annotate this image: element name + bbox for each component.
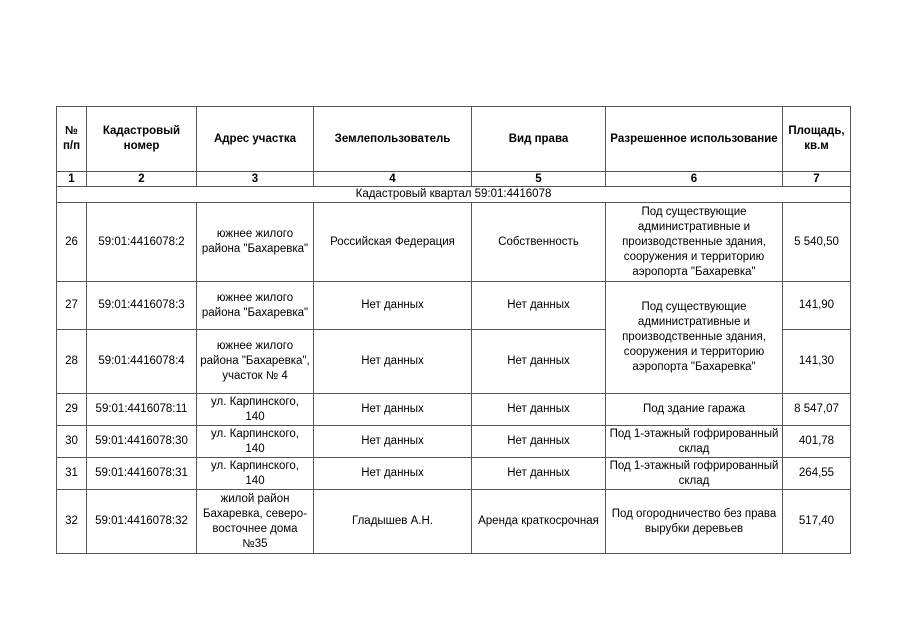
land-user: Нет данных — [314, 458, 472, 490]
area: 141,30 — [783, 330, 851, 394]
land-user: Российская Федерация — [314, 203, 472, 282]
right-type: Собственность — [472, 203, 606, 282]
permitted-use: Под огородничество без права вырубки деревьев — [606, 490, 783, 554]
permitted-use: Под существующие административные и производственные здания, сооружения и территорию аэропорта "Бахаревка" — [606, 282, 783, 394]
column-number: 3 — [197, 172, 314, 187]
header-right-type: Вид права — [472, 107, 606, 172]
row-number: 30 — [57, 426, 87, 458]
table-row — [57, 490, 851, 554]
row-number: 27 — [57, 282, 87, 330]
land-user: Нет данных — [314, 282, 472, 330]
row-number: 32 — [57, 490, 87, 554]
header-permitted-use: Разрешенное использование — [606, 107, 783, 172]
address: южнее жилого района "Бахаревка" — [197, 203, 314, 282]
row-number: 26 — [57, 203, 87, 282]
column-number: 5 — [472, 172, 606, 187]
land-user: Нет данных — [314, 426, 472, 458]
cadastral-number: 59:01:4416078:31 — [87, 458, 197, 490]
row-number: 28 — [57, 330, 87, 394]
permitted-use: Под здание гаража — [606, 394, 783, 426]
address: южнее жилого района "Бахаревка", участок № 4 — [197, 330, 314, 394]
land-user: Гладышев А.Н. — [314, 490, 472, 554]
area: 517,40 — [783, 490, 851, 554]
right-type: Аренда краткосрочная — [472, 490, 606, 554]
header-address: Адрес участка — [197, 107, 314, 172]
address: ул. Карпинского, 140 — [197, 458, 314, 490]
address: ул. Карпинского, 140 — [197, 394, 314, 426]
header-land-user: Землепользователь — [314, 107, 472, 172]
cadastral-number: 59:01:4416078:2 — [87, 203, 197, 282]
land-user: Нет данных — [314, 330, 472, 394]
table-row — [57, 394, 851, 426]
area: 401,78 — [783, 426, 851, 458]
column-number: 6 — [606, 172, 783, 187]
header-number: № п/п — [57, 107, 87, 172]
column-number: 7 — [783, 172, 851, 187]
permitted-use: Под 1-этажный гофрированный склад — [606, 426, 783, 458]
header-row — [57, 107, 851, 172]
column-number: 1 — [57, 172, 87, 187]
cadastral-number: 59:01:4416078:32 — [87, 490, 197, 554]
table-row — [57, 203, 851, 282]
cadastral-number: 59:01:4416078:30 — [87, 426, 197, 458]
cadastral-table — [56, 106, 851, 554]
right-type: Нет данных — [472, 282, 606, 330]
area: 264,55 — [783, 458, 851, 490]
right-type: Нет данных — [472, 426, 606, 458]
header-area: Площадь, кв.м — [783, 107, 851, 172]
area: 141,90 — [783, 282, 851, 330]
permitted-use: Под 1-этажный гофрированный склад — [606, 458, 783, 490]
right-type: Нет данных — [472, 394, 606, 426]
column-number-row — [57, 172, 851, 187]
header-cadastral-number: Кадастровый номер — [87, 107, 197, 172]
quarter-label: Кадастровый квартал 59:01:4416078 — [57, 187, 851, 203]
cadastral-number: 59:01:4416078:11 — [87, 394, 197, 426]
right-type: Нет данных — [472, 458, 606, 490]
table-row — [57, 458, 851, 490]
area: 8 547,07 — [783, 394, 851, 426]
address: ул. Карпинского, 140 — [197, 426, 314, 458]
cadastral-number: 59:01:4416078:4 — [87, 330, 197, 394]
column-number: 2 — [87, 172, 197, 187]
quarter-row — [57, 187, 851, 203]
right-type: Нет данных — [472, 330, 606, 394]
cadastral-number: 59:01:4416078:3 — [87, 282, 197, 330]
area: 5 540,50 — [783, 203, 851, 282]
table-row — [57, 426, 851, 458]
address: жилой район Бахаревка, северо-восточнее дома №35 — [197, 490, 314, 554]
table-row — [57, 282, 851, 330]
land-user: Нет данных — [314, 394, 472, 426]
row-number: 31 — [57, 458, 87, 490]
permitted-use: Под существующие административные и производственные здания, сооружения и территорию аэропорта "Бахаревка" — [606, 203, 783, 282]
column-number: 4 — [314, 172, 472, 187]
address: южнее жилого района "Бахаревка" — [197, 282, 314, 330]
row-number: 29 — [57, 394, 87, 426]
